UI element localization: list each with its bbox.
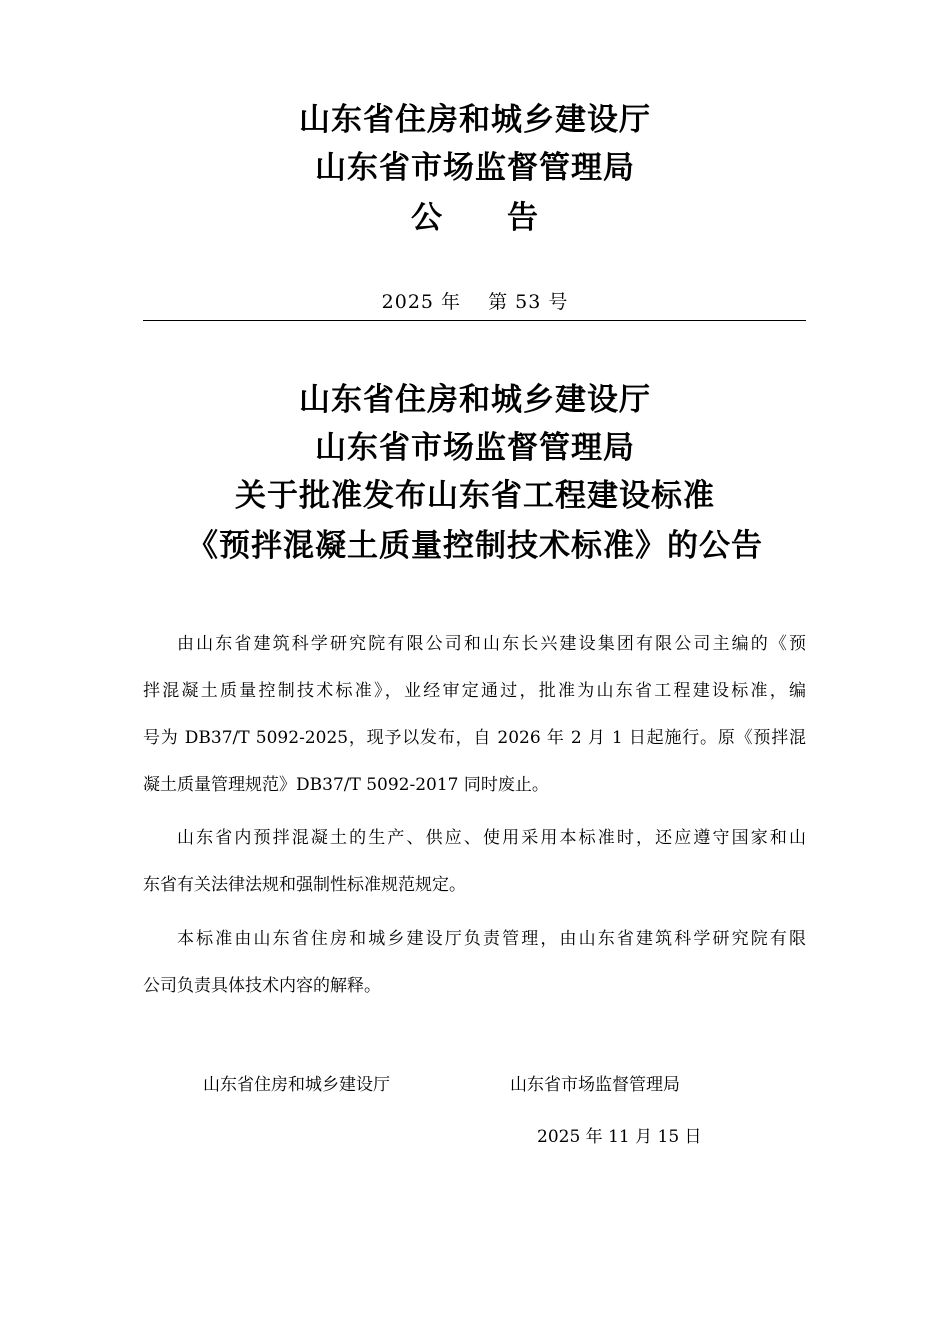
- body-paragraph-2-line: 东省有关法律法规和强制性标准规范规定。: [143, 875, 466, 895]
- header-issuer-1: 山东省住房和城乡建设厅: [299, 102, 651, 138]
- signature-issuer-2: 山东省市场监督管理局: [510, 1075, 680, 1095]
- header-divider: [143, 320, 806, 321]
- body-paragraph-3-line: 公司负责具体技术内容的解释。: [143, 976, 381, 996]
- body-paragraph-1-line: 拌混凝土质量控制技术标准》，业经审定通过，批准为山东省工程建设标准，编: [143, 681, 806, 701]
- title-line-1: 山东省住房和城乡建设厅: [299, 382, 651, 418]
- title-line-2: 山东省市场监督管理局: [315, 430, 635, 466]
- header-doc-type: 公 告: [411, 200, 539, 236]
- body-paragraph-1-line: 号为 DB37/T 5092-2025，现予以发布，自 2026 年 2 月 1 日起施行。原《预拌混: [143, 728, 806, 748]
- title-line-3: 关于批准发布山东省工程建设标准: [235, 478, 715, 514]
- body-paragraph-3-line: 本标准由山东省住房和城乡建设厅负责管理，由山东省建筑科学研究院有限: [177, 929, 806, 949]
- signature-date: 2025 年 11 月 15 日: [537, 1127, 702, 1147]
- doc-number: 2025 年 第 53 号: [381, 291, 569, 313]
- body-paragraph-2-line: 山东省内预拌混凝土的生产、供应、使用采用本标准时，还应遵守国家和山: [177, 828, 806, 848]
- header-issuer-2: 山东省市场监督管理局: [315, 150, 635, 186]
- body-paragraph-1-line: 凝土质量管理规范》DB37/T 5092-2017 同时废止。: [143, 775, 549, 795]
- title-line-4: 《预拌混凝土质量控制技术标准》的公告: [187, 528, 763, 564]
- signature-issuer-1: 山东省住房和城乡建设厅: [203, 1075, 390, 1095]
- body-paragraph-1-line: 由山东省建筑科学研究院有限公司和山东长兴建设集团有限公司主编的《预: [177, 634, 806, 654]
